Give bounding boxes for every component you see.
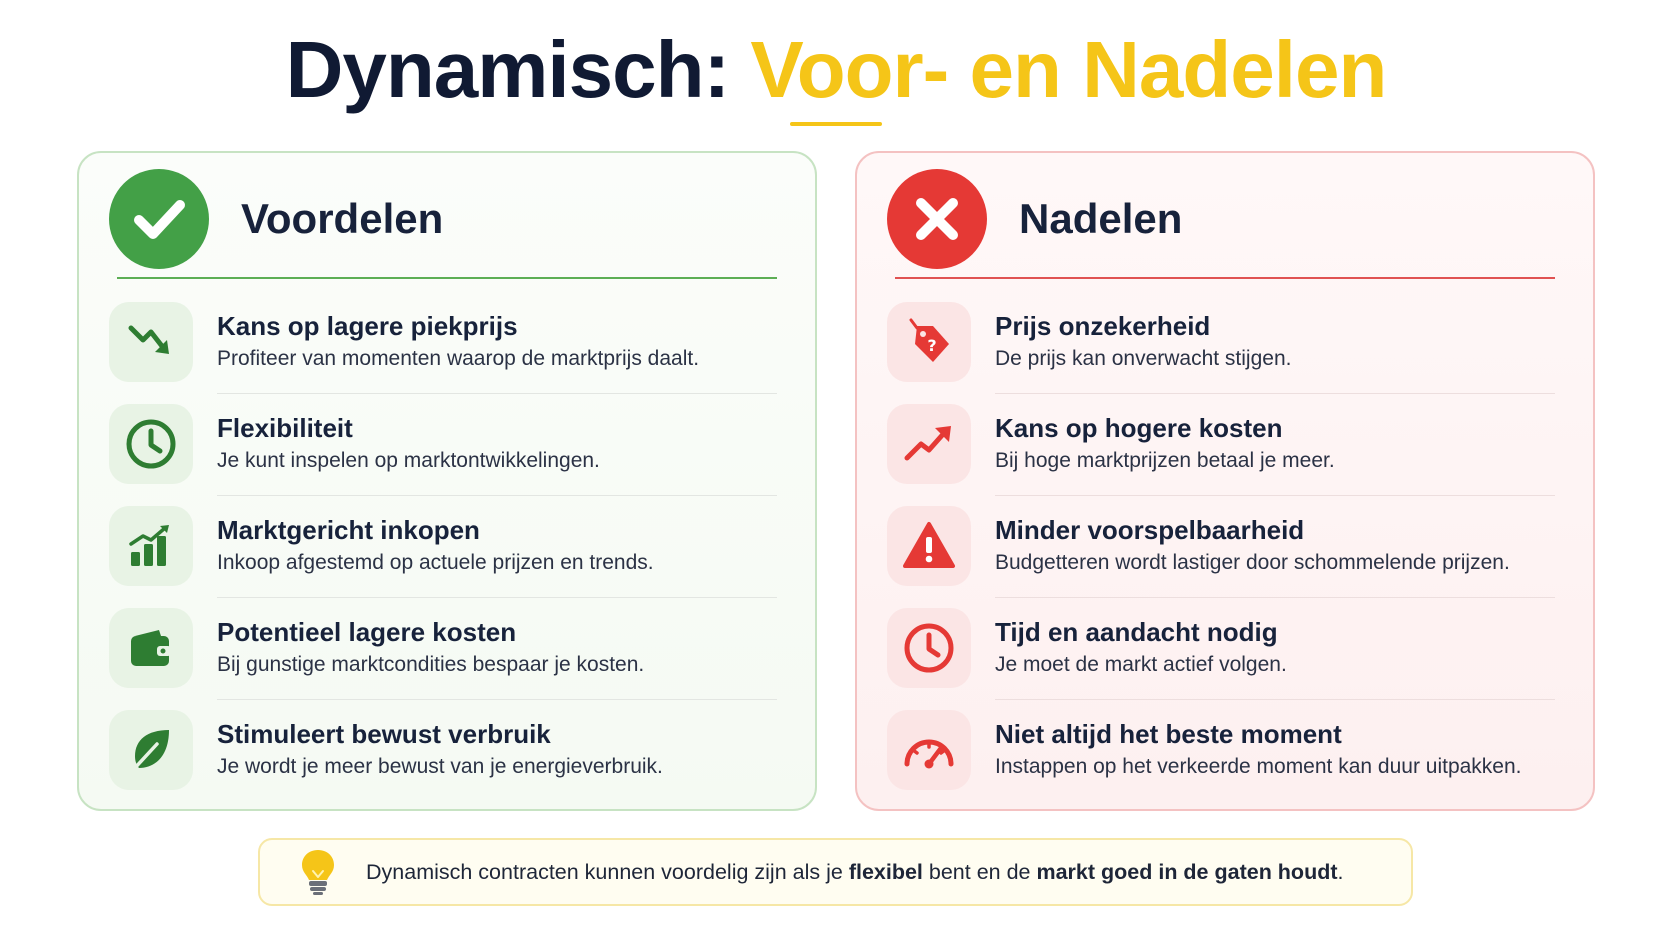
pros-title: Voordelen	[241, 195, 444, 242]
item-description: Bij hoge marktprijzen betaal je meer.	[995, 449, 1335, 472]
speedometer-icon	[887, 710, 971, 790]
item-description: Instappen op het verkeerde moment kan duur uitpakken.	[995, 755, 1522, 778]
leaf-icon	[109, 710, 193, 790]
item-description: Budgetteren wordt lastiger door schommelende prijzen.	[995, 551, 1510, 574]
title-part-2: Voor- en Nadelen	[750, 25, 1387, 114]
list-item	[887, 393, 1555, 495]
item-title: Marktgericht inkopen	[217, 515, 480, 545]
list-item	[887, 597, 1555, 699]
check-icon	[109, 169, 209, 269]
bar-chart-icon	[109, 506, 193, 586]
item-description: Inkoop afgestemd op actuele prijzen en trends.	[217, 551, 654, 574]
lightbulb-icon	[296, 847, 340, 897]
tip-bold-2: markt goed in de gaten houdt	[1036, 859, 1338, 884]
list-item	[109, 597, 777, 699]
cons-list	[887, 291, 1555, 801]
item-description: Profiteer van momenten waarop de marktprijs daalt.	[217, 347, 700, 370]
item-title: Potentieel lagere kosten	[217, 617, 517, 647]
cons-title: Nadelen	[1019, 195, 1183, 242]
pros-panel	[77, 151, 817, 811]
list-item	[109, 393, 777, 495]
list-item	[887, 495, 1555, 597]
item-title: Stimuleert bewust verbruik	[217, 719, 551, 749]
tip-text-2: bent en de	[922, 859, 1037, 884]
item-title: Prijs onzekerheid	[995, 311, 1211, 341]
pros-divider	[117, 277, 777, 279]
list-item	[887, 291, 1555, 393]
item-description: Je wordt je meer bewust van je energieverbruik.	[217, 755, 663, 778]
clock-icon	[109, 404, 193, 484]
trend-up-icon	[887, 404, 971, 484]
list-item	[109, 291, 777, 393]
tip-banner	[258, 838, 1413, 906]
tip-text	[366, 860, 1343, 885]
item-title: Kans op lagere piekprijs	[217, 311, 518, 341]
pros-header	[109, 167, 443, 271]
wallet-icon	[109, 608, 193, 688]
item-title: Tijd en aandacht nodig	[995, 617, 1278, 647]
item-description: Je moet de markt actief volgen.	[995, 653, 1287, 676]
clock-icon	[887, 608, 971, 688]
cons-divider	[895, 277, 1555, 279]
price-tag-question-icon	[887, 302, 971, 382]
tip-text-1: Dynamisch contracten kunnen voordelig zijn als je	[366, 859, 849, 884]
cons-panel	[855, 151, 1595, 811]
item-title: Flexibiliteit	[217, 413, 353, 443]
item-description: Bij gunstige marktcondities bespaar je kosten.	[217, 653, 645, 676]
tip-bold-1: flexibel	[848, 859, 923, 884]
item-description: De prijs kan onverwacht stijgen.	[995, 347, 1292, 370]
item-title: Niet altijd het beste moment	[995, 719, 1342, 749]
title-part-1: Dynamisch:	[285, 25, 730, 114]
item-title: Minder voorspelbaarheid	[995, 515, 1305, 545]
x-icon	[887, 169, 987, 269]
svg-text:?: ?	[927, 336, 937, 355]
pros-list	[109, 291, 777, 801]
page-title	[0, 22, 1672, 118]
list-item	[109, 495, 777, 597]
list-item	[887, 699, 1555, 801]
item-title: Kans op hogere kosten	[995, 413, 1283, 443]
warning-icon	[887, 506, 971, 586]
title-underline	[790, 122, 882, 126]
cons-header	[887, 167, 1182, 271]
tip-text-3: .	[1337, 859, 1344, 884]
trend-down-icon	[109, 302, 193, 382]
item-description: Je kunt inspelen op marktontwikkelingen.	[217, 449, 600, 472]
list-item	[109, 699, 777, 801]
